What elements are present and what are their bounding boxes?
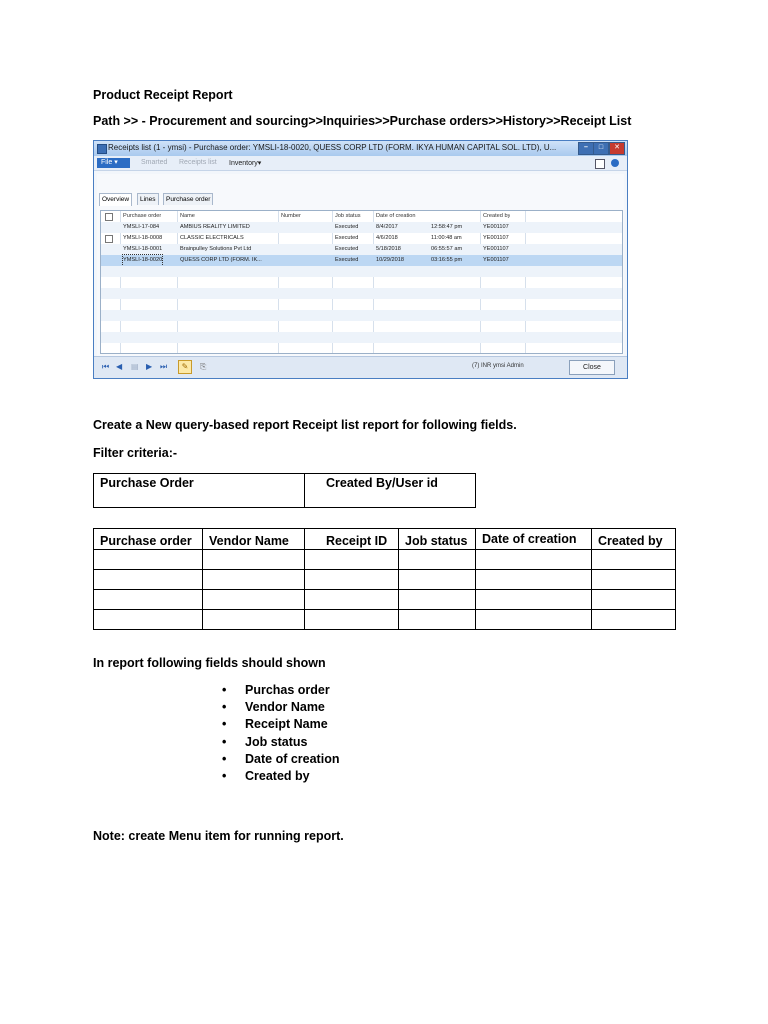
table-row: [94, 590, 676, 610]
maximize-icon[interactable]: □: [593, 142, 609, 155]
close-icon[interactable]: ✕: [609, 142, 625, 155]
cell-purchase-order: YMSLI-18-0001: [123, 246, 163, 252]
tab-lines[interactable]: Lines: [137, 193, 159, 205]
table-row: [94, 570, 676, 590]
cell-created-by: YE001107: [483, 257, 509, 263]
filter-criteria-table: [93, 473, 476, 508]
list-item-label: Vendor Name: [245, 700, 325, 715]
header-receipt-id: Receipt ID: [326, 534, 388, 548]
cell-time: 06:55:57 am: [431, 246, 463, 252]
cell-purchase-order: YMSLI-18-0008: [123, 235, 163, 241]
cell-created-by: YE001107: [483, 235, 509, 241]
cell-time: 03:16:55 pm: [431, 257, 463, 263]
cell-job-status: Executed: [335, 257, 359, 263]
menu-item-smarted[interactable]: Smarted: [141, 159, 168, 166]
app-icon: [97, 144, 107, 154]
table-row: [94, 550, 676, 570]
header-job-status: Job status: [405, 534, 468, 548]
grid-header-row: [101, 211, 622, 222]
minimize-icon[interactable]: –: [578, 142, 594, 155]
filter-created-by: Created By/User id: [326, 476, 438, 490]
table-header-row: [94, 529, 676, 550]
cell-name: QUESS CORP LTD (FORM. IK...: [180, 257, 262, 263]
receipts-grid: [100, 210, 623, 354]
cell-name: CLASSIC ELECTRICALS: [180, 235, 244, 241]
cell-purchase-order: YMSLI-17-084: [123, 224, 160, 230]
row-checkbox[interactable]: [105, 235, 113, 243]
note-text: Note: create Menu item for running report.: [93, 829, 344, 843]
cell-job-status: Executed: [335, 235, 359, 241]
fields-list: [222, 682, 339, 785]
list-icon[interactable]: ▤: [131, 362, 139, 371]
table-row: [94, 610, 676, 630]
next-record-icon[interactable]: ▶: [146, 362, 153, 371]
table-row-selected[interactable]: [101, 255, 622, 266]
cell-time: 11:00:48 am: [431, 235, 462, 241]
cell-purchase-order: YMSLI-18-0020: [123, 255, 162, 266]
cell-name: Brainpulley Solutions Pvt Ltd: [180, 246, 252, 252]
inventory-label: Inventory: [229, 160, 258, 167]
list-item: • Date of creation: [222, 751, 340, 766]
header-purchase-order: Purchase order: [100, 534, 192, 548]
window-title: Receipts list (1 - ymsi) - Purchase order: YMSLI-18-0020, QUESS CORP LTD (FORM. IKYA HUMAN CAPITAL SOL. LTD), U...: [108, 143, 557, 152]
cell-name: AMBIUS REALITY LIMITED: [180, 224, 250, 230]
list-item-label: Created by: [245, 768, 310, 783]
header-created-by: Created by: [598, 534, 663, 548]
cell-date: 4/6/2018: [376, 235, 398, 241]
cell-job-status: Executed: [335, 224, 359, 230]
col-date-of-creation[interactable]: Date of creation: [376, 213, 416, 219]
status-info: (7) INR ymsi Admin: [472, 363, 524, 369]
attachment-icon[interactable]: ⎘: [200, 362, 207, 371]
cell-job-status: Executed: [335, 246, 359, 252]
col-job-status[interactable]: Job status: [335, 213, 361, 219]
list-item: • Receipt Name: [222, 717, 328, 732]
col-created-by[interactable]: Created by: [483, 213, 511, 219]
list-item: • Created by: [222, 768, 310, 783]
menu-item-receipts-list[interactable]: Receipts list: [179, 159, 217, 166]
instruction-text: Create a New query-based report Receipt list report for following fields.: [93, 418, 517, 432]
status-bar: [94, 356, 627, 378]
col-purchase-order[interactable]: Purchase order: [123, 213, 162, 219]
help-icon[interactable]: [611, 159, 619, 167]
receipts-list-screenshot: [93, 140, 628, 379]
cell-date: 5/18/2018: [376, 246, 401, 252]
report-fields-table: [93, 528, 676, 630]
cell-date: 10/29/2018: [376, 257, 404, 263]
menu-bar: [94, 156, 627, 171]
list-item-label: Date of creation: [245, 751, 340, 766]
filter-purchase-order: Purchase Order: [100, 476, 194, 490]
window-titlebar: [94, 141, 627, 157]
list-item: • Purchas order: [222, 683, 330, 697]
file-menu-label: File: [101, 159, 113, 166]
list-item-label: Receipt Name: [245, 717, 328, 732]
previous-record-icon[interactable]: ◀: [116, 362, 123, 371]
menu-item-inventory[interactable]: Inventory▾: [229, 160, 262, 167]
table-row[interactable]: [101, 233, 622, 244]
cell-created-by: YE001107: [483, 246, 509, 252]
tab-purchase-order[interactable]: Purchase order: [163, 193, 213, 205]
list-item-label: Purchas order: [245, 683, 330, 697]
form-body: [97, 174, 624, 356]
file-menu-button[interactable]: File ▾: [97, 158, 130, 168]
col-name[interactable]: Name: [180, 213, 195, 219]
col-number[interactable]: Number: [281, 213, 301, 219]
table-row[interactable]: [101, 244, 622, 255]
header-date-of-creation: Date of creation: [482, 532, 577, 546]
cell-created-by: YE001107: [483, 224, 509, 230]
list-item-label: Job status: [245, 734, 308, 749]
select-all-checkbox[interactable]: [105, 213, 113, 221]
tab-overview[interactable]: Overview: [99, 193, 132, 206]
table-row[interactable]: [101, 222, 622, 233]
list-item: • Vendor Name: [222, 700, 325, 715]
fields-heading: In report following fields should shown: [93, 656, 326, 670]
page-title: Product Receipt Report: [93, 88, 233, 102]
list-item: • Job status: [222, 734, 308, 749]
last-record-icon[interactable]: ⏭: [160, 362, 168, 371]
filter-criteria-label: Filter criteria:-: [93, 446, 178, 460]
navigation-path: Path >> - Procurement and sourcing>>Inquiries>>Purchase orders>>History>>Receipt List: [93, 114, 632, 128]
close-button[interactable]: Close: [569, 360, 615, 375]
header-vendor-name: Vendor Name: [209, 534, 289, 548]
cell-date: 8/4/2017: [376, 224, 398, 230]
cell-time: 12:58:47 pm: [431, 224, 463, 230]
layout-icon[interactable]: [595, 159, 605, 169]
edit-pencil-icon[interactable]: ✎: [178, 360, 192, 374]
first-record-icon[interactable]: ⏮: [102, 362, 110, 371]
